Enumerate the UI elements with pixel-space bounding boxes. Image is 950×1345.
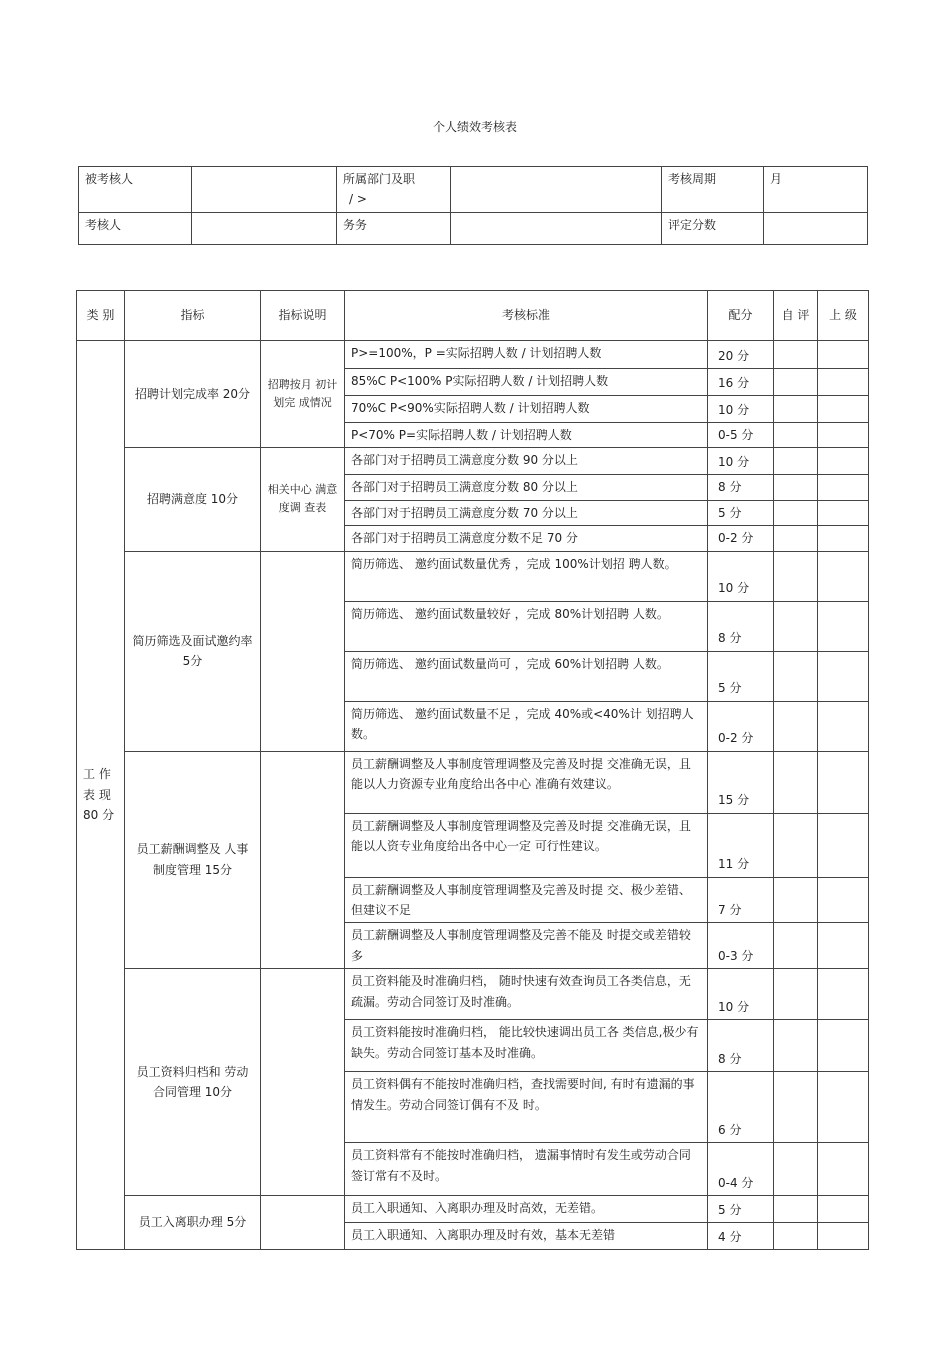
standard-cell: 85%C P<100% P实际招聘人数 / 计划招聘人数: [345, 369, 708, 396]
points-cell: 8 分: [708, 601, 774, 651]
points-cell: 8 分: [708, 1020, 774, 1072]
header-indicator: 指标: [125, 291, 261, 341]
self-score-cell[interactable]: [774, 969, 818, 1020]
standard-cell: 简历筛选、 邀约面试数量不足 ，完成 40%或<40%计 划招聘人数。: [345, 701, 708, 751]
superior-score-cell[interactable]: [818, 923, 869, 969]
header-desc: 指标说明: [261, 291, 345, 341]
standard-cell: 员工薪酬调整及人事制度管理调整及完善及时提 交准确无误，且能以人力资源专业角度给出各中心 准确有效建议。: [345, 751, 708, 813]
standard-cell: 简历筛选、 邀约面试数量尚可 ，完成 60%计划招聘 人数。: [345, 651, 708, 701]
self-score-cell[interactable]: [774, 500, 818, 525]
desc-cell: 招聘按月 初计划完 成情况: [261, 341, 345, 448]
superior-score-cell[interactable]: [818, 969, 869, 1020]
superior-score-cell[interactable]: [818, 1072, 869, 1143]
standard-cell: 简历筛选、 邀约面试数量优秀 ，完成 100%计划招 聘人数。: [345, 551, 708, 601]
standard-cell: 员工薪酬调整及人事制度管理调整及完善及时提 交准确无误，且能以人资专业角度给出各中心一定 可行性建议。: [345, 813, 708, 877]
self-score-cell[interactable]: [774, 396, 818, 423]
standard-cell: 员工入职通知、入离职办理及时高效，无差错。: [345, 1196, 708, 1223]
self-score-cell[interactable]: [774, 1196, 818, 1223]
table-row: [77, 341, 869, 369]
standard-cell: 各部门对于招聘员工满意度分数 90 分以上: [345, 448, 708, 475]
standard-cell: 各部门对于招聘员工满意度分数 70 分以上: [345, 500, 708, 525]
points-cell: 0-3 分: [708, 923, 774, 969]
superior-score-cell[interactable]: [818, 877, 869, 923]
standard-cell: 员工薪酬调整及人事制度管理调整及完善不能及 时提交或差错较多: [345, 923, 708, 969]
category-cell: 工 作 表 现 80 分: [77, 341, 125, 1250]
points-cell: 10 分: [708, 969, 774, 1020]
table-row: [77, 1196, 869, 1223]
self-score-cell[interactable]: [774, 601, 818, 651]
standard-cell: 简历筛选、 邀约面试数量较好 ，完成 80%计划招聘 人数。: [345, 601, 708, 651]
self-score-cell[interactable]: [774, 877, 818, 923]
self-score-cell[interactable]: [774, 701, 818, 751]
points-cell: 0-2 分: [708, 701, 774, 751]
standard-cell: 员工入职通知、入离职办理及时有效，基本无差错: [345, 1223, 708, 1250]
table-row: [77, 751, 869, 813]
standard-cell: 员工资料偶有不能按时准确归档，查找需要时间, 有时有遗漏的事情发生。劳动合同签订偶有不及 时。: [345, 1072, 708, 1143]
points-cell: 5 分: [708, 1196, 774, 1223]
self-score-cell[interactable]: [774, 651, 818, 701]
standard-cell: P>=100%，P =实际招聘人数 / 计划招聘人数: [345, 341, 708, 369]
standard-cell: P<70% P=实际招聘人数 / 计划招聘人数: [345, 423, 708, 448]
superior-score-cell[interactable]: [818, 651, 869, 701]
desc-cell: [261, 551, 345, 751]
points-cell: 20 分: [708, 341, 774, 369]
superior-score-cell[interactable]: [818, 500, 869, 525]
header-superior: 上 级: [818, 291, 869, 341]
points-cell: 15 分: [708, 751, 774, 813]
self-score-cell[interactable]: [774, 423, 818, 448]
examiner-value[interactable]: [192, 212, 337, 244]
standard-cell: 70%C P<90%实际招聘人数 / 计划招聘人数: [345, 396, 708, 423]
points-cell: 8 分: [708, 475, 774, 500]
self-score-cell[interactable]: [774, 751, 818, 813]
indicator-cell: 员工入离职办理 5分: [125, 1196, 261, 1250]
superior-score-cell[interactable]: [818, 1196, 869, 1223]
indicator-cell: 员工资料归档和 劳动合同管理 10分: [125, 969, 261, 1196]
header-category: 类 别: [77, 291, 125, 341]
examinee-value[interactable]: [192, 167, 337, 213]
superior-score-cell[interactable]: [818, 751, 869, 813]
dept-value[interactable]: [451, 167, 662, 213]
self-score-cell[interactable]: [774, 1223, 818, 1250]
standard-cell: 员工资料能按时准确归档， 能比较快速调出员工各 类信息,极少有缺失。劳动合同签订基本及时准确。: [345, 1020, 708, 1072]
self-score-cell[interactable]: [774, 369, 818, 396]
superior-score-cell[interactable]: [818, 448, 869, 475]
page-title: 个人绩效考核表: [432, 120, 517, 134]
superior-score-cell[interactable]: [818, 813, 869, 877]
superior-score-cell[interactable]: [818, 341, 869, 369]
dept-label: [337, 167, 451, 213]
superior-score-cell[interactable]: [818, 396, 869, 423]
points-cell: 0-4 分: [708, 1143, 774, 1196]
indicator-cell: 简历筛选及面试邀约率 5分: [125, 551, 261, 751]
points-cell: 10 分: [708, 448, 774, 475]
points-cell: 6 分: [708, 1072, 774, 1143]
desc-cell: [261, 1196, 345, 1250]
points-cell: 4 分: [708, 1223, 774, 1250]
header-standard: 考核标准: [345, 291, 708, 341]
points-cell: 0-5 分: [708, 423, 774, 448]
points-cell: 5 分: [708, 651, 774, 701]
dept-label-cont2: 务务: [337, 212, 451, 244]
table-row: [77, 969, 869, 1020]
period-label: 考核周期: [662, 167, 764, 213]
superior-score-cell[interactable]: [818, 1143, 869, 1196]
self-score-cell[interactable]: [774, 341, 818, 369]
self-score-cell[interactable]: [774, 448, 818, 475]
desc-cell: [261, 969, 345, 1196]
superior-score-cell[interactable]: [818, 1020, 869, 1072]
superior-score-cell[interactable]: [818, 551, 869, 601]
header-points: 配分: [708, 291, 774, 341]
self-score-cell[interactable]: [774, 475, 818, 500]
standard-cell: 各部门对于招聘员工满意度分数不足 70 分: [345, 526, 708, 551]
table-row: [77, 551, 869, 601]
self-score-cell[interactable]: [774, 526, 818, 551]
points-cell: 11 分: [708, 813, 774, 877]
examinee-label: 被考核人: [79, 167, 192, 213]
indicator-cell: 员工薪酬调整及 人事制度管理 15分: [125, 751, 261, 969]
points-cell: 10 分: [708, 396, 774, 423]
superior-score-cell[interactable]: [818, 369, 869, 396]
self-score-cell[interactable]: [774, 1020, 818, 1072]
dept-label-text: 所属部门及职: [343, 172, 416, 186]
table-row: [77, 448, 869, 475]
header-self: 自 评: [774, 291, 818, 341]
score-label: 评定分数: [662, 212, 764, 244]
points-cell: 16 分: [708, 369, 774, 396]
self-score-cell[interactable]: [774, 551, 818, 601]
standard-cell: 各部门对于招聘员工满意度分数 80 分以上: [345, 475, 708, 500]
superior-score-cell[interactable]: [818, 601, 869, 651]
superior-score-cell[interactable]: [818, 475, 869, 500]
desc-cell: [261, 751, 345, 969]
superior-score-cell[interactable]: [818, 1223, 869, 1250]
standard-cell: 员工资料能及时准确归档， 随时快速有效查询员工各类信息，无疏漏。劳动合同签订及时准确。: [345, 969, 708, 1020]
desc-cell: 相关中心 满意度调 查表: [261, 448, 345, 551]
info-table: [78, 166, 868, 245]
self-score-cell[interactable]: [774, 1143, 818, 1196]
standard-cell: 员工资料常有不能按时准确归档， 遗漏事情时有发生或劳动合同签订常有不及时。: [345, 1143, 708, 1196]
superior-score-cell[interactable]: [818, 526, 869, 551]
assessment-table: [76, 290, 869, 1250]
indicator-cell: 招聘满意度 10分: [125, 448, 261, 551]
indicator-cell: 招聘计划完成率 20分: [125, 341, 261, 448]
self-score-cell[interactable]: [774, 813, 818, 877]
standard-cell: 员工薪酬调整及人事制度管理调整及完善及时提 交、极少差错、但建议不足: [345, 877, 708, 923]
dept-label-cont: / >: [349, 192, 367, 207]
points-cell: 7 分: [708, 877, 774, 923]
points-cell: 10 分: [708, 551, 774, 601]
self-score-cell[interactable]: [774, 923, 818, 969]
self-score-cell[interactable]: [774, 1072, 818, 1143]
position-value[interactable]: [451, 212, 662, 244]
points-cell: 5 分: [708, 500, 774, 525]
points-cell: 0-2 分: [708, 526, 774, 551]
score-value[interactable]: [764, 212, 868, 244]
superior-score-cell[interactable]: [818, 423, 869, 448]
period-value[interactable]: 月: [764, 167, 868, 213]
superior-score-cell[interactable]: [818, 701, 869, 751]
examiner-label: 考核人: [79, 212, 192, 244]
